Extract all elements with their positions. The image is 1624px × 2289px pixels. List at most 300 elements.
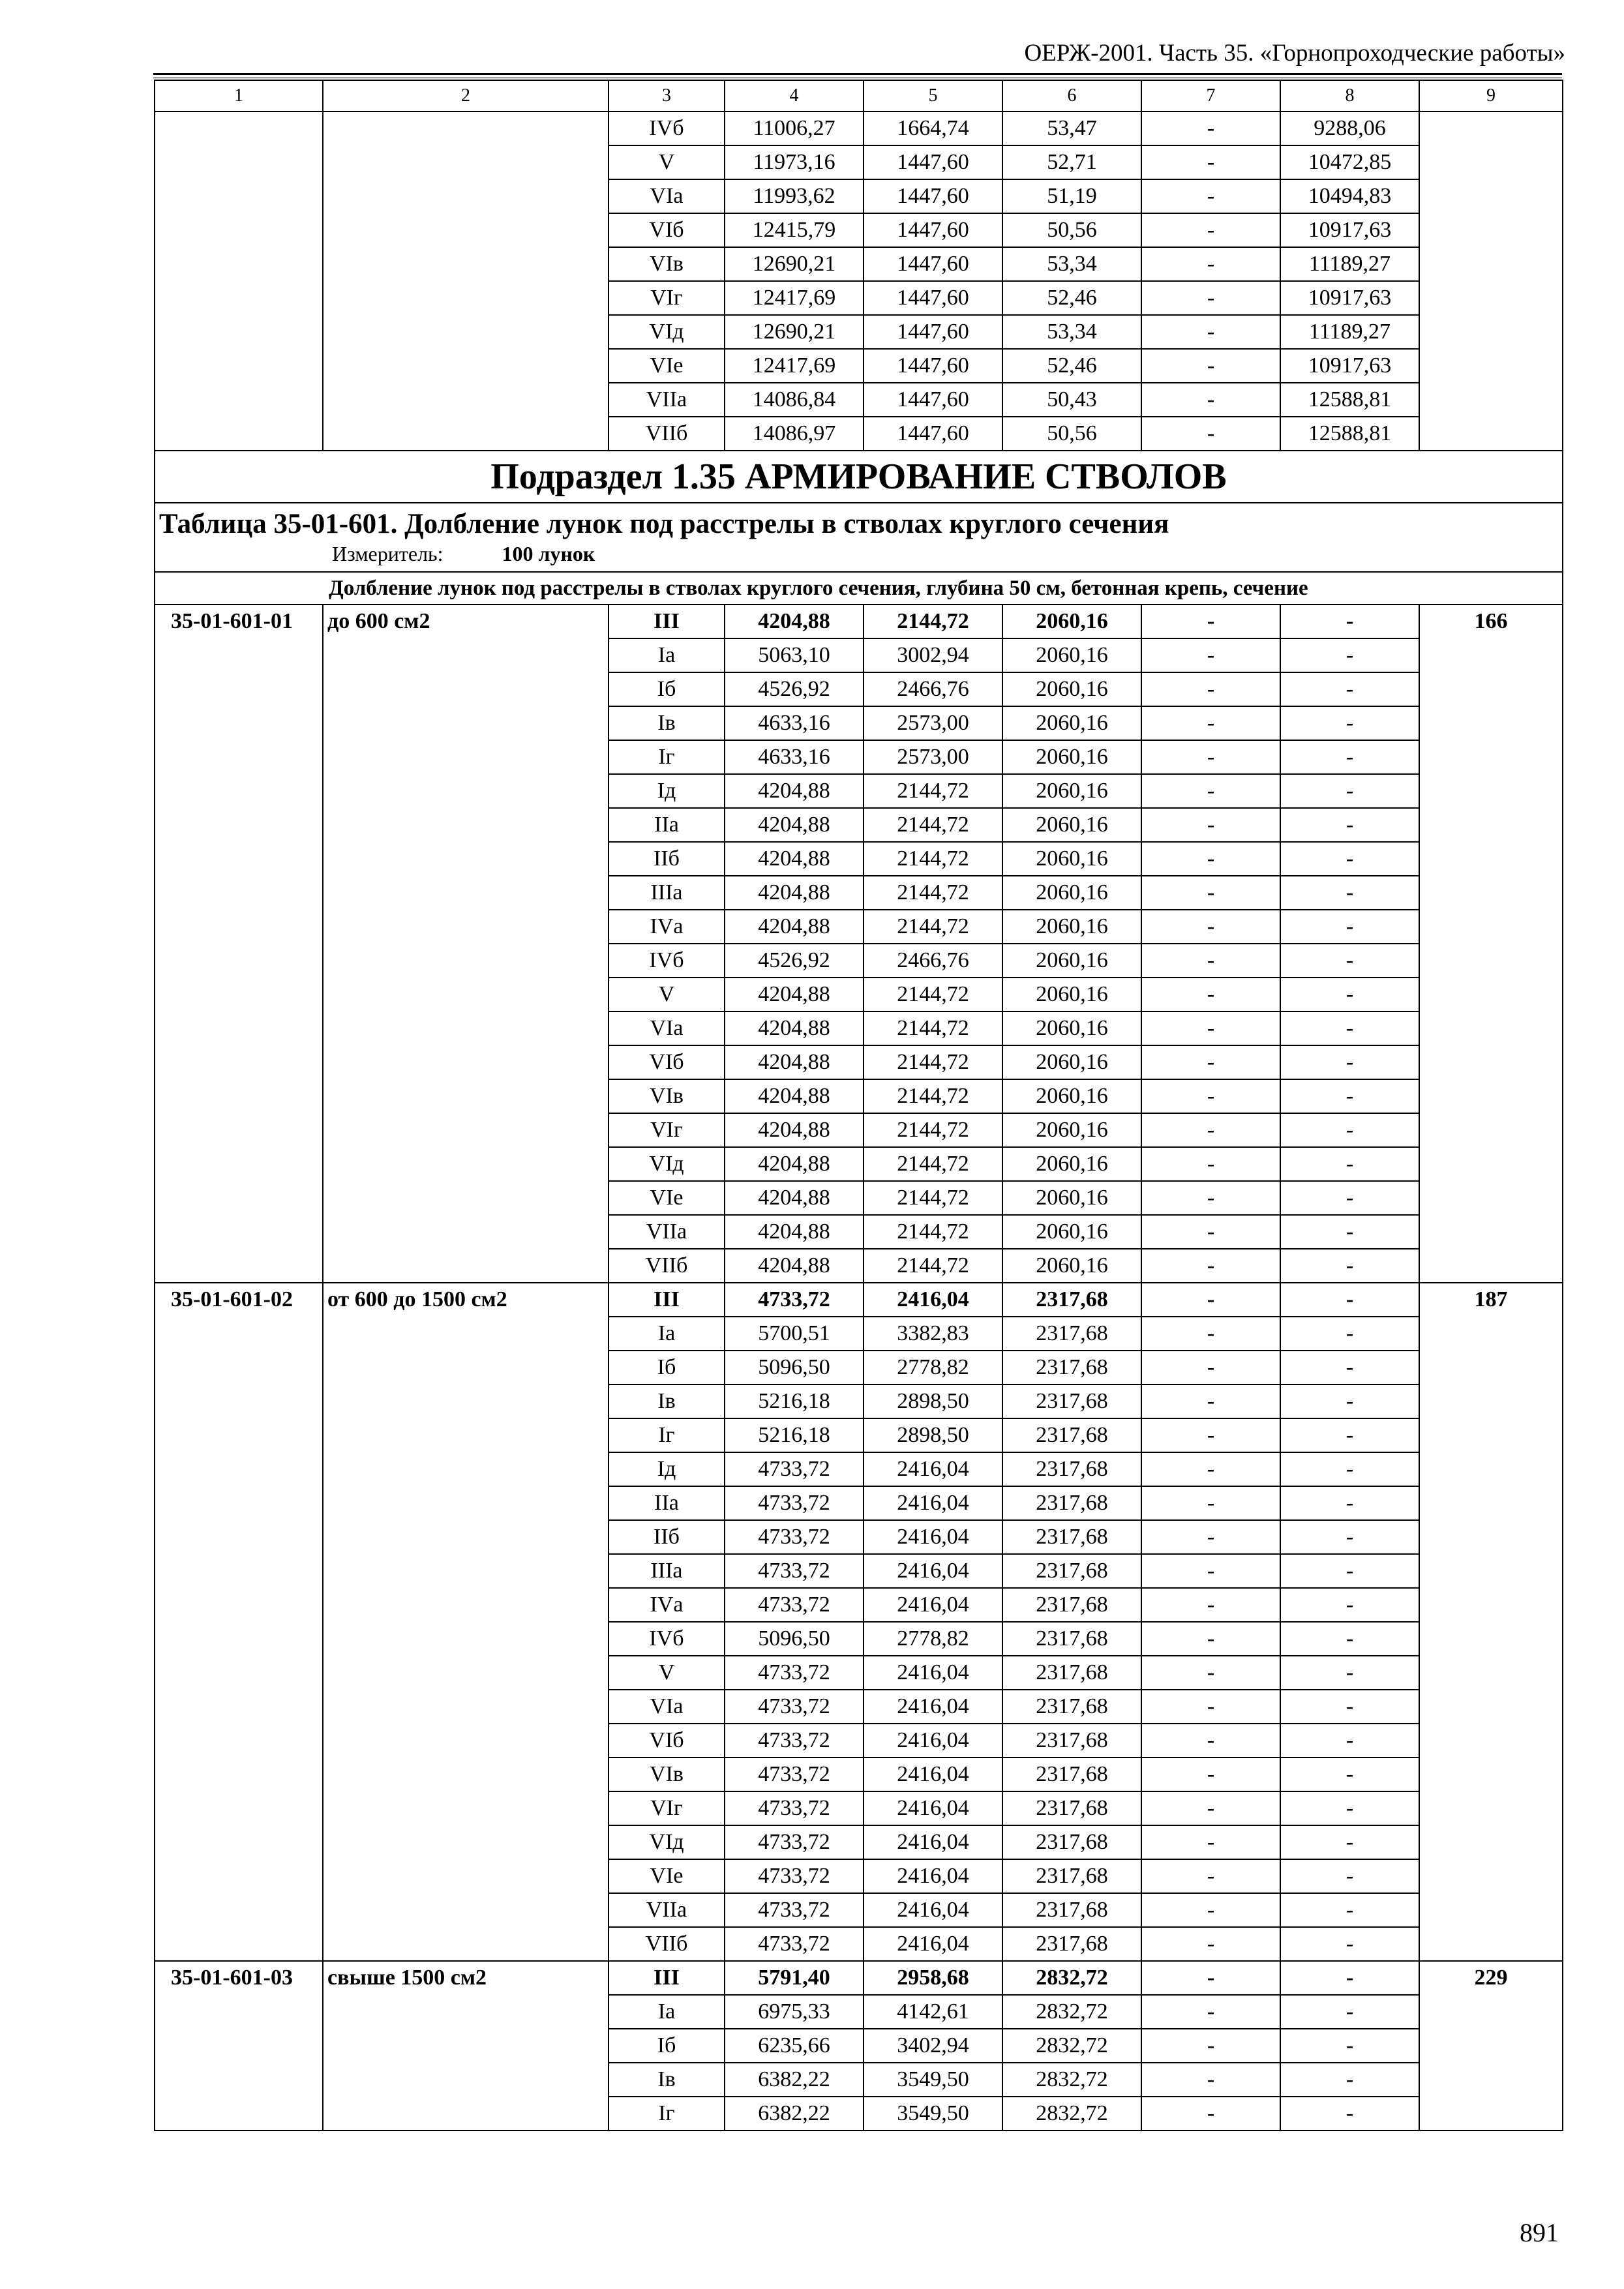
value-cell: 2060,16 [1002, 1147, 1141, 1181]
value-cell: - [1141, 774, 1280, 808]
value-cell: 2060,16 [1002, 638, 1141, 672]
value-cell: - [1141, 706, 1280, 740]
value-cell: 2317,68 [1002, 1520, 1141, 1554]
value-cell: 4204,88 [725, 1215, 864, 1249]
value-cell: 3402,94 [864, 2029, 1002, 2063]
value-cell: 4204,88 [725, 1011, 864, 1045]
value-cell: 2060,16 [1002, 1113, 1141, 1147]
value-cell: - [1280, 1452, 1419, 1486]
table-row [155, 112, 1563, 145]
value-cell: - [1280, 1113, 1419, 1147]
column-number: 3 [609, 80, 725, 112]
value-cell: 2317,68 [1002, 1588, 1141, 1622]
value-cell: - [1280, 1351, 1419, 1384]
value-cell: IIб [609, 842, 725, 876]
value-cell: V [609, 1656, 725, 1690]
value-cell: - [1280, 1588, 1419, 1622]
value-cell: 4733,72 [725, 1758, 864, 1791]
value-cell: VIв [609, 247, 725, 281]
value-cell: VIб [609, 213, 725, 247]
value-cell: 3382,83 [864, 1317, 1002, 1351]
column-number: 8 [1280, 80, 1419, 112]
value-cell: - [1141, 1418, 1280, 1452]
column-number: 6 [1002, 80, 1141, 112]
value-cell: - [1141, 1249, 1280, 1283]
subsection-title: Подраздел 1.35 АРМИРОВАНИЕ СТВОЛОВ [155, 451, 1563, 503]
value-cell: - [1141, 213, 1280, 247]
value-cell: VIа [609, 179, 725, 213]
value-cell: 53,47 [1002, 112, 1141, 145]
value-cell: 4733,72 [725, 1825, 864, 1859]
value-cell: 2317,68 [1002, 1927, 1141, 1961]
value-cell: 2060,16 [1002, 1011, 1141, 1045]
item-description: от 600 до 1500 см2 [323, 1283, 609, 1961]
value-cell: 2144,72 [864, 1079, 1002, 1113]
value-cell: - [1141, 1147, 1280, 1181]
value-cell: 5700,51 [725, 1317, 864, 1351]
item-resource: 166 [1419, 605, 1563, 1283]
value-cell: Iа [609, 638, 725, 672]
value-cell: 2060,16 [1002, 842, 1141, 876]
value-cell: - [1280, 1622, 1419, 1656]
value-cell: 4204,88 [725, 876, 864, 910]
value-cell: VIе [609, 349, 725, 383]
value-cell: - [1280, 1520, 1419, 1554]
value-cell: - [1141, 672, 1280, 706]
value-cell: 52,71 [1002, 145, 1141, 179]
value-cell: 2060,16 [1002, 1079, 1141, 1113]
value-cell: 2317,68 [1002, 1758, 1141, 1791]
value-cell: VIа [609, 1690, 725, 1724]
value-cell: 2060,16 [1002, 774, 1141, 808]
value-cell: VIд [609, 1147, 725, 1181]
value-cell: 9288,06 [1280, 112, 1419, 145]
value-cell: 2573,00 [864, 740, 1002, 774]
value-cell: 2317,68 [1002, 1317, 1141, 1351]
value-cell: 2144,72 [864, 808, 1002, 842]
value-cell: Iб [609, 1351, 725, 1384]
value-cell: 1447,60 [864, 349, 1002, 383]
value-cell: VIIб [609, 417, 725, 451]
value-cell: - [1280, 1724, 1419, 1758]
value-cell: - [1141, 1011, 1280, 1045]
value-cell: 5096,50 [725, 1622, 864, 1656]
table-title: Таблица 35-01-601. Долбление лунок под расстрелы в стволах круглого сечения [159, 509, 1169, 539]
value-cell: 2060,16 [1002, 978, 1141, 1011]
value-cell: 4733,72 [725, 1588, 864, 1622]
value-cell: 6235,66 [725, 2029, 864, 2063]
value-cell: 2060,16 [1002, 876, 1141, 910]
value-cell: 2778,82 [864, 1351, 1002, 1384]
value-cell: - [1141, 1452, 1280, 1486]
value-cell: 4633,16 [725, 740, 864, 774]
value-cell: - [1280, 1656, 1419, 1690]
value-cell: - [1141, 1520, 1280, 1554]
value-cell: 53,34 [1002, 247, 1141, 281]
value-cell: - [1280, 1317, 1419, 1351]
value-cell: 12588,81 [1280, 417, 1419, 451]
value-cell: - [1280, 638, 1419, 672]
value-cell: 2832,72 [1002, 1995, 1141, 2029]
value-cell: Iа [609, 1995, 725, 2029]
value-cell: Iд [609, 1452, 725, 1486]
value-cell: - [1141, 1486, 1280, 1520]
value-cell: Iг [609, 740, 725, 774]
value-cell: 11189,27 [1280, 247, 1419, 281]
value-cell: 4204,88 [725, 1045, 864, 1079]
value-cell: 2060,16 [1002, 1249, 1141, 1283]
value-cell: - [1141, 1622, 1280, 1656]
value-cell: 52,46 [1002, 281, 1141, 315]
subsection-row [155, 451, 1563, 503]
value-cell: 53,34 [1002, 315, 1141, 349]
value-cell: 4204,88 [725, 1181, 864, 1215]
value-cell: VIIб [609, 1927, 725, 1961]
value-cell: 4733,72 [725, 1893, 864, 1927]
value-cell: 4204,88 [725, 910, 864, 944]
value-cell: IVб [609, 112, 725, 145]
value-cell: 4204,88 [725, 774, 864, 808]
value-cell: 4733,72 [725, 1927, 864, 1961]
value-cell: 2144,72 [864, 1181, 1002, 1215]
value-cell: 4204,88 [725, 1079, 864, 1113]
value-cell: 2060,16 [1002, 910, 1141, 944]
value-cell: 2898,50 [864, 1418, 1002, 1452]
value-cell: - [1141, 1317, 1280, 1351]
column-number: 2 [323, 80, 609, 112]
value-cell: 6975,33 [725, 1995, 864, 2029]
value-cell: IVа [609, 1588, 725, 1622]
value-cell: 12417,69 [725, 349, 864, 383]
value-cell: Iб [609, 672, 725, 706]
value-cell: VIIа [609, 1893, 725, 1927]
measure-label: Измеритель: [332, 542, 444, 565]
value-cell: - [1141, 1351, 1280, 1384]
page-header: ОЕРЖ-2001. Часть 35. «Горнопроходческие работы» [1024, 40, 1565, 67]
group-title-row [155, 572, 1563, 605]
column-number: 9 [1419, 80, 1563, 112]
value-cell: IVа [609, 910, 725, 944]
value-cell: Iб [609, 2029, 725, 2063]
item-resource: 229 [1419, 1961, 1563, 2131]
value-cell: - [1141, 1113, 1280, 1147]
value-cell: 2060,16 [1002, 672, 1141, 706]
value-cell: 10917,63 [1280, 213, 1419, 247]
value-cell: IIб [609, 1520, 725, 1554]
value-cell: VIIа [609, 383, 725, 417]
value-cell: 11189,27 [1280, 315, 1419, 349]
value-cell: - [1141, 638, 1280, 672]
value-cell: 12417,69 [725, 281, 864, 315]
column-number: 4 [725, 80, 864, 112]
value-cell: - [1141, 842, 1280, 876]
value-cell: 2466,76 [864, 672, 1002, 706]
value-cell: - [1141, 1758, 1280, 1791]
value-cell: VIе [609, 1181, 725, 1215]
value-cell: 2416,04 [864, 1758, 1002, 1791]
value-cell: Iа [609, 1317, 725, 1351]
value-cell: 2060,16 [1002, 808, 1141, 842]
value-cell: 4733,72 [725, 1724, 864, 1758]
value-cell: Iг [609, 2097, 725, 2131]
value-cell: 4733,72 [725, 1791, 864, 1825]
value-cell: 4204,88 [725, 978, 864, 1011]
column-number: 5 [864, 80, 1002, 112]
value-cell: 2416,04 [864, 1452, 1002, 1486]
table-title-cell [155, 503, 1563, 572]
value-cell: 2317,68 [1002, 1825, 1141, 1859]
value-cell: - [1141, 1995, 1280, 2029]
value-cell: 2060,16 [1002, 1215, 1141, 1249]
value-cell: 2317,68 [1002, 1452, 1141, 1486]
value-cell: 2573,00 [864, 706, 1002, 740]
value-cell: 2832,72 [1002, 2029, 1141, 2063]
value-cell: VIг [609, 1113, 725, 1147]
value-cell: - [1280, 1791, 1419, 1825]
value-cell: 4204,88 [725, 1147, 864, 1181]
value-cell: Iв [609, 1384, 725, 1418]
value-cell: - [1141, 1791, 1280, 1825]
value-cell: - [1141, 1554, 1280, 1588]
value-cell: 2416,04 [864, 1791, 1002, 1825]
value-cell: 4204,88 [725, 842, 864, 876]
value-cell: 4526,92 [725, 672, 864, 706]
value-cell: 2144,72 [864, 876, 1002, 910]
value-cell: 11993,62 [725, 179, 864, 213]
price-table [154, 80, 1563, 2131]
value-cell: - [1280, 1079, 1419, 1113]
value-cell: 50,43 [1002, 383, 1141, 417]
value-cell: - [1141, 1893, 1280, 1927]
value-cell: - [1141, 1859, 1280, 1893]
table-row [155, 1961, 1563, 1995]
value-cell: 2144,72 [864, 1113, 1002, 1147]
value-cell: III [609, 605, 725, 638]
value-cell: 2317,68 [1002, 1486, 1141, 1520]
page-number: 891 [1520, 2218, 1559, 2247]
value-cell: 2466,76 [864, 944, 1002, 978]
value-cell: - [1141, 315, 1280, 349]
value-cell: 12690,21 [725, 247, 864, 281]
value-cell: - [1141, 1283, 1280, 1317]
value-cell: - [1280, 740, 1419, 774]
value-cell: - [1280, 1418, 1419, 1452]
resource-cell [1419, 112, 1563, 451]
value-cell: III [609, 1961, 725, 1995]
description-cell [323, 112, 609, 451]
value-cell: Iв [609, 2063, 725, 2097]
value-cell: - [1141, 740, 1280, 774]
value-cell: 3549,50 [864, 2097, 1002, 2131]
item-description: свыше 1500 см2 [323, 1961, 609, 2131]
value-cell: - [1280, 808, 1419, 842]
value-cell: 2416,04 [864, 1859, 1002, 1893]
value-cell: 2416,04 [864, 1283, 1002, 1317]
value-cell: 2144,72 [864, 1011, 1002, 1045]
value-cell: IIа [609, 1486, 725, 1520]
value-cell: 5216,18 [725, 1418, 864, 1452]
value-cell: 5063,10 [725, 638, 864, 672]
value-cell: 2416,04 [864, 1927, 1002, 1961]
table-title-row [155, 503, 1563, 572]
value-cell: 50,56 [1002, 417, 1141, 451]
value-cell: 2317,68 [1002, 1791, 1141, 1825]
value-cell: - [1280, 1384, 1419, 1418]
value-cell: - [1280, 605, 1419, 638]
value-cell: IIIа [609, 1554, 725, 1588]
value-cell: 2144,72 [864, 605, 1002, 638]
value-cell: - [1280, 1011, 1419, 1045]
value-cell: - [1141, 349, 1280, 383]
value-cell: VIв [609, 1079, 725, 1113]
item-code: 35-01-601-01 [155, 605, 323, 1283]
value-cell: 4733,72 [725, 1452, 864, 1486]
value-cell: 5216,18 [725, 1384, 864, 1418]
value-cell: VIд [609, 315, 725, 349]
value-cell: - [1280, 842, 1419, 876]
value-cell: - [1280, 910, 1419, 944]
value-cell: 2317,68 [1002, 1554, 1141, 1588]
value-cell: - [1141, 1690, 1280, 1724]
value-cell: 3002,94 [864, 638, 1002, 672]
value-cell: - [1141, 1656, 1280, 1690]
value-cell: 6382,22 [725, 2097, 864, 2131]
value-cell: - [1141, 281, 1280, 315]
column-number: 1 [155, 80, 323, 112]
value-cell: 1447,60 [864, 383, 1002, 417]
item-code: 35-01-601-02 [155, 1283, 323, 1961]
value-cell: 6382,22 [725, 2063, 864, 2097]
value-cell: 50,56 [1002, 213, 1141, 247]
value-cell: - [1280, 1147, 1419, 1181]
value-cell: 11006,27 [725, 112, 864, 145]
value-cell: 2144,72 [864, 978, 1002, 1011]
value-cell: 2317,68 [1002, 1724, 1141, 1758]
value-cell: 2778,82 [864, 1622, 1002, 1656]
value-cell: - [1141, 1961, 1280, 1995]
value-cell: - [1280, 1249, 1419, 1283]
measure-unit [159, 538, 1558, 564]
value-cell: 4204,88 [725, 1113, 864, 1147]
value-cell: - [1280, 1995, 1419, 2029]
value-cell: IIа [609, 808, 725, 842]
value-cell: - [1141, 1181, 1280, 1215]
value-cell: Iд [609, 774, 725, 808]
value-cell: - [1280, 1927, 1419, 1961]
value-cell: - [1280, 706, 1419, 740]
value-cell: VIв [609, 1758, 725, 1791]
value-cell: - [1280, 876, 1419, 910]
value-cell: VIб [609, 1045, 725, 1079]
value-cell: - [1280, 1690, 1419, 1724]
value-cell: 1447,60 [864, 145, 1002, 179]
value-cell: - [1141, 876, 1280, 910]
value-cell: - [1141, 1384, 1280, 1418]
value-cell: 4733,72 [725, 1690, 864, 1724]
value-cell: 2060,16 [1002, 1045, 1141, 1079]
value-cell: 2958,68 [864, 1961, 1002, 1995]
value-cell: VIа [609, 1011, 725, 1045]
value-cell: 51,19 [1002, 179, 1141, 213]
value-cell: - [1141, 2097, 1280, 2131]
value-cell: - [1141, 1079, 1280, 1113]
value-cell: 2060,16 [1002, 740, 1141, 774]
value-cell: - [1141, 605, 1280, 638]
value-cell: V [609, 145, 725, 179]
value-cell: 2317,68 [1002, 1351, 1141, 1384]
value-cell: 2416,04 [864, 1588, 1002, 1622]
value-cell: - [1280, 1893, 1419, 1927]
value-cell: - [1280, 1486, 1419, 1520]
value-cell: 4526,92 [725, 944, 864, 978]
value-cell: 2317,68 [1002, 1893, 1141, 1927]
value-cell: - [1141, 1215, 1280, 1249]
value-cell: - [1141, 1927, 1280, 1961]
value-cell: - [1141, 2029, 1280, 2063]
value-cell: - [1280, 1758, 1419, 1791]
value-cell: VIд [609, 1825, 725, 1859]
value-cell: - [1141, 808, 1280, 842]
value-cell: - [1141, 383, 1280, 417]
value-cell: 10494,83 [1280, 179, 1419, 213]
value-cell: 5096,50 [725, 1351, 864, 1384]
value-cell: 4733,72 [725, 1520, 864, 1554]
item-code: 35-01-601-03 [155, 1961, 323, 2131]
column-number: 7 [1141, 80, 1280, 112]
measure-value: 100 лунок [502, 542, 595, 565]
value-cell: 2416,04 [864, 1554, 1002, 1588]
value-cell: 12588,81 [1280, 383, 1419, 417]
value-cell: 2832,72 [1002, 2063, 1141, 2097]
value-cell: Iг [609, 1418, 725, 1452]
value-cell: - [1280, 774, 1419, 808]
value-cell: 2317,68 [1002, 1418, 1141, 1452]
value-cell: 2317,68 [1002, 1622, 1141, 1656]
value-cell: 1447,60 [864, 213, 1002, 247]
value-cell: 2317,68 [1002, 1384, 1141, 1418]
value-cell: V [609, 978, 725, 1011]
value-cell: IIIа [609, 876, 725, 910]
value-cell: - [1280, 2097, 1419, 2131]
value-cell: 2060,16 [1002, 944, 1141, 978]
value-cell: 10917,63 [1280, 349, 1419, 383]
value-cell: - [1280, 1825, 1419, 1859]
value-cell: 1447,60 [864, 179, 1002, 213]
value-cell: VIб [609, 1724, 725, 1758]
value-cell: 1447,60 [864, 247, 1002, 281]
value-cell: 2060,16 [1002, 1181, 1141, 1215]
value-cell: VIIб [609, 1249, 725, 1283]
value-cell: 2144,72 [864, 1215, 1002, 1249]
value-cell: - [1141, 1045, 1280, 1079]
value-cell: 4633,16 [725, 706, 864, 740]
column-number-row [155, 80, 1563, 112]
value-cell: - [1141, 145, 1280, 179]
value-cell: 2144,72 [864, 1147, 1002, 1181]
value-cell: 2416,04 [864, 1520, 1002, 1554]
table-row [155, 605, 1563, 638]
value-cell: 2060,16 [1002, 605, 1141, 638]
value-cell: 2416,04 [864, 1656, 1002, 1690]
value-cell: 12415,79 [725, 213, 864, 247]
value-cell: 12690,21 [725, 315, 864, 349]
value-cell: 2416,04 [864, 1486, 1002, 1520]
value-cell: - [1141, 910, 1280, 944]
value-cell: - [1280, 2029, 1419, 2063]
value-cell: 10472,85 [1280, 145, 1419, 179]
value-cell: - [1280, 1181, 1419, 1215]
value-cell: VIг [609, 281, 725, 315]
